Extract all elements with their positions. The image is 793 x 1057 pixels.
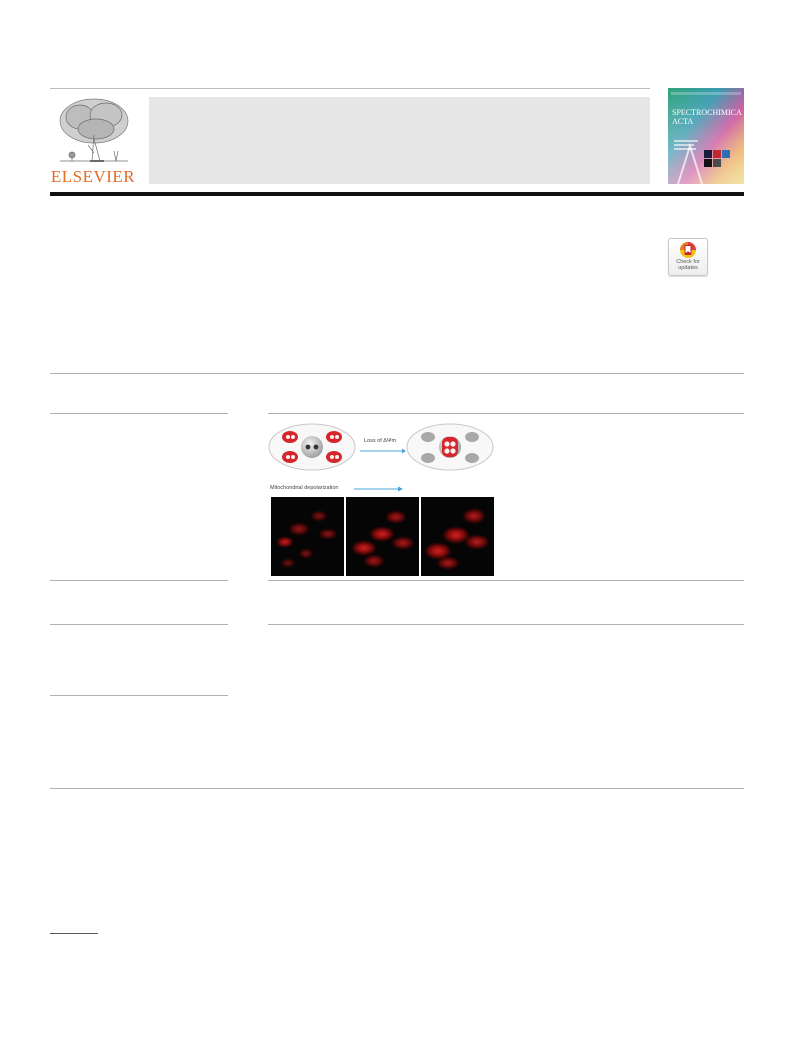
journal-banner [149,97,650,184]
journal-cover-icon [668,88,744,184]
header-top-rule [50,88,650,89]
arrow-icon [354,486,404,492]
abstract-bottom-rule [268,580,744,581]
check-for-updates-icon [669,240,707,260]
article-info-top-rule [50,373,744,374]
keywords-rule [50,580,228,581]
micrograph-2 [346,497,419,576]
right-column-rule-2 [268,624,744,625]
badge-line2: updates [678,265,698,271]
journal-cover[interactable] [668,88,744,184]
header-thick-rule [50,192,744,196]
left-column-rule-2 [50,624,228,625]
micrograph-3 [421,497,494,576]
footnote-rule [50,933,98,934]
micrograph-1 [271,497,344,576]
left-column-rule-3 [50,695,228,696]
check-for-updates-button[interactable] [668,238,708,276]
badge-line1: Check for [676,259,700,265]
loss-label: Loss of ΔΨm [364,438,397,444]
abstract-rule [268,413,744,414]
check-for-updates-label [669,259,707,271]
cover-title: SPECTROCHIMICA ACTA [672,108,742,126]
depolarization-label: Mitochondrial depolarization [270,485,339,491]
article-info-rule [50,413,228,414]
body-top-rule [50,788,744,789]
publisher-wordmark: ELSEVIER [50,167,136,186]
graphical-abstract [268,422,496,576]
elsevier-logo[interactable] [50,95,136,185]
elsevier-tree-icon [50,95,136,167]
mitochondria-schematic [268,422,496,474]
